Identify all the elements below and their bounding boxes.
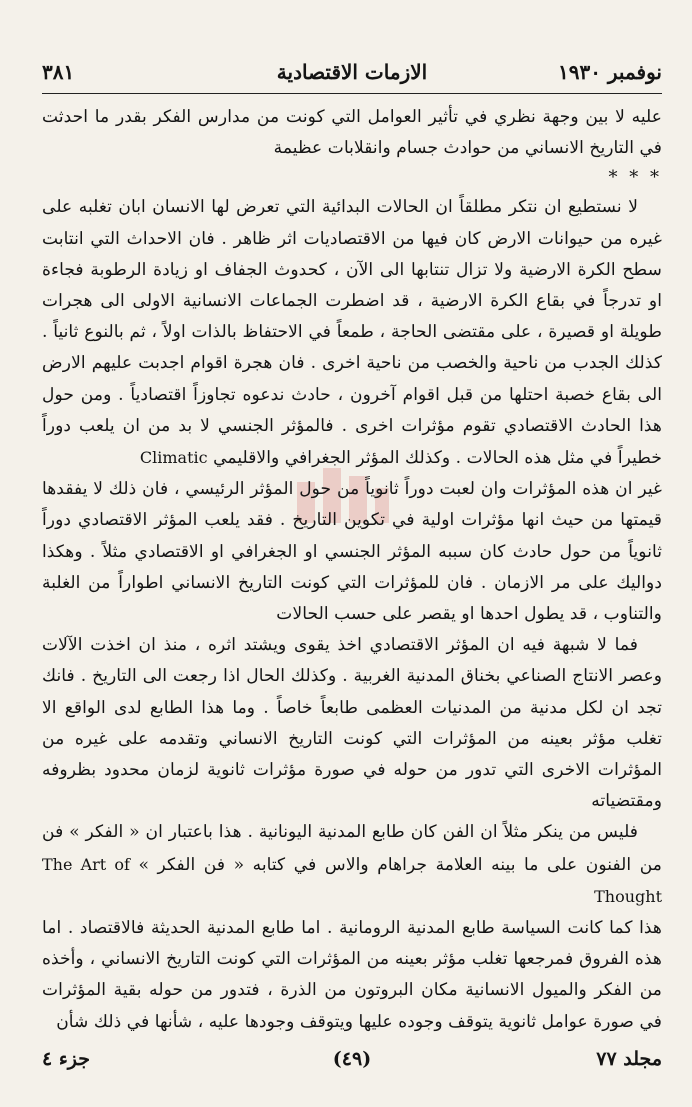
section-separator: * * * [608, 167, 662, 189]
paragraph-5-text: فليس من ينكر مثلاً ان الفن كان طابع المدنية اليونانية . هذا باعتبار ان « الفكر » فن من الفنون على ما بينه العلامة جراهام والاس في كتابه « فن الفكر » [42, 822, 663, 875]
header-title: الازمات الاقتصادية [276, 60, 428, 84]
latin-title-art-of-thought: The Art of Thought [42, 854, 662, 906]
paragraph-5 [42, 817, 662, 913]
paragraph-4: فما لا شبهة فيه ان المؤثر الاقتصادي اخذ يقوى ويشتد اثره ، منذ ان اخذت الآلات وعصر الانتاج الصناعي بخناق المدنية الغربية . وكذلك الحال اذا رجعت الى التاريخ . فانك تجد ان لكل مدنية من المدنيات العظمى طابعاً خاصاً . وما هذا الطابع لدى الواقع الا تغلب مؤثر بعينه من المؤثرات التي كونت التاريخ الانساني وتقدمه على غيره من المؤثرات الاخرى التي تدور من حوله في صورة مؤثرات ثانوية لزمان محدود بظروفه ومقتضياته [42, 635, 662, 812]
footer-part: جزء ٤ [42, 1048, 90, 1070]
article-body [42, 102, 662, 1038]
paragraph-2-text: لا نستطيع ان نتكر مطلقاً ان الحالات البدائية التي تعرض لها الانسان ابان تغلبه على غيره من حيوانات الارض كان فيها من الاقتصاديات اثر ظاهر . فان الاحداث التي انتابت سطح الكرة الارضية ولا تزال تنتابها الى الآن ، كحدوث الجفاف او زيادة الرطوبة فجاءة او تدرجاً في بقاع الكرة الارضية ، قد اضطرت الجماعات الانسانية الاولى الى هجرات طويلة او قصيرة ، على مقتضى الحاجة ، طمعاً في الاحتفاظ بالذات اولاً ، ثم بالنوع ثانياً . كذلك الجدب من ناحية والخصب من ناحية اخرى . فان هجرة اقوام اجدبت عليهم الارض الى بقاع خصبة احتلها من قبل اقوام آخرون ، حادث ندعوه تجاوزاً اقتصادياً . ومن حول هذا الحادث الاقتصادي تقوم مؤثرات اخرى . فالمؤثر الجنسي لا بد من ان يلعب دوراً خطيراً في مثل هذه الحالات . وكذلك المؤثر الجغرافي والاقليمي [42, 197, 662, 469]
paragraph-2 [42, 192, 662, 474]
page-footer [42, 1043, 662, 1075]
paragraph-1: عليه لا بين وجهة نظري في تأثير العوامل التي كونت من مدارس الفكر بقدر ما احدثت في التاريخ الانساني من حوادث جسام وانقلابات عظيمة [42, 107, 662, 159]
paragraph-6: هذا كما كانت السياسة طابع المدنية الرومانية . اما طابع المدنية الحديثة فالاقتصاد . اما هذه الفروق فمرجعها تغلب مؤثر بعينه من المؤثرات التي كونت التاريخ الانساني ، وأخذه من الفكر والميول الانسانية مكان البروتون من الذرة ، فتدور من حوله بقية المؤثرات في صورة عوامل ثانوية يتوقف وجوده عليها ويتوقف وجودها عليه ، شأنها في ذلك شأن [42, 918, 662, 1032]
document-page [42, 55, 662, 1075]
page-header [42, 55, 662, 89]
header-page-number: ٣٨١ [42, 60, 75, 84]
header-divider [42, 93, 662, 94]
footer-volume: مجلد ٧٧ [596, 1048, 662, 1070]
paragraph-3: غير ان هذه المؤثرات وان لعبت دوراً ثانوياً من حول المؤثر الرئيسي ، فان ذلك لا يفقدها قيمتها من حيث انها مؤثرات اولية في تكوين التاريخ . فقد يلعب المؤثر الاقتصادي دوراً ثانوياً من حول حادث كان سببه المؤثر الجنسي او الجغرافي او الاقتصادي مثلاً . وهكذا دواليك على مر الازمان . فان للمؤثرات التي كونت التاريخ الانساني اطواراً من الغلبة والتناوب ، قد يطول احدها او يقصر على حسب الحالات [42, 479, 662, 625]
latin-term-climatic: Climatic [139, 448, 208, 468]
footer-issue: (٤٩) [332, 1048, 372, 1070]
header-date: نوفمبر ١٩٣٠ [557, 60, 662, 84]
